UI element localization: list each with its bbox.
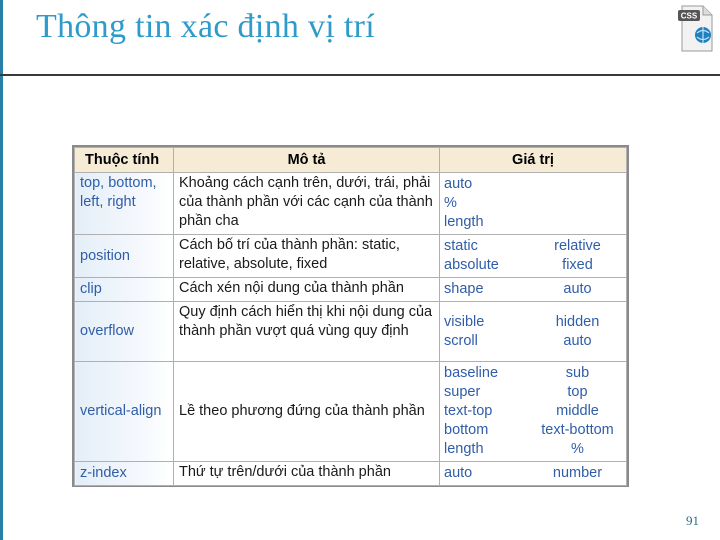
slide-title: Thông tin xác định vị trí (36, 8, 375, 45)
value-item: bottom (444, 422, 489, 438)
value-item: number (552, 465, 603, 481)
table-row (75, 173, 627, 235)
description-cell: Cách bố trí của thành phần: static, relative, absolute, fixed (174, 235, 440, 278)
value-item: static (444, 238, 478, 254)
css-position-properties-table (72, 145, 629, 487)
property-cell: z-index (75, 462, 174, 486)
table-row (75, 278, 627, 302)
value-item: % (571, 441, 584, 457)
value-item: sub (565, 365, 590, 381)
value-item: visible (444, 313, 485, 330)
values-cell (440, 362, 627, 462)
css-file-icon (676, 4, 716, 54)
values-cell (440, 173, 627, 235)
header-values: Giá trị (440, 148, 627, 173)
value-item: auto (563, 281, 592, 297)
css-icon-label: CSS (680, 11, 698, 21)
property-cell: vertical-align (75, 362, 174, 462)
value-item: % (444, 195, 457, 211)
value-item: auto (444, 176, 473, 192)
header-description: Mô tả (174, 148, 440, 173)
slide-left-accent-bar (0, 0, 3, 540)
table-row (75, 362, 627, 462)
value-item: length (444, 441, 484, 457)
value-item: super (444, 384, 481, 400)
value-item: text-top (444, 403, 493, 419)
description-cell: Quy định cách hiển thị khi nội dung của thành phần vượt quá vùng quy định (174, 302, 440, 362)
value-item: text-bottom (541, 422, 614, 438)
title-divider (0, 74, 720, 76)
table-row (75, 235, 627, 278)
value-item: scroll (444, 332, 478, 349)
property-cell: overflow (75, 302, 174, 362)
property-cell: top, bottom, left, right (75, 173, 174, 235)
value-item: middle (556, 403, 599, 419)
value-item: absolute (444, 257, 499, 273)
values-cell (440, 235, 627, 278)
property-cell: clip (75, 278, 174, 302)
value-item: shape (444, 281, 484, 297)
value-item: auto (444, 465, 473, 481)
values-cell (440, 302, 627, 362)
value-item: auto (563, 332, 592, 349)
description-cell: Thứ tự trên/dưới của thành phần (174, 462, 440, 486)
values-cell (440, 462, 627, 486)
property-cell: position (75, 235, 174, 278)
value-item: hidden (555, 313, 600, 330)
description-cell: Lề theo phương đứng của thành phần (174, 362, 440, 462)
header-property: Thuộc tính (75, 148, 174, 173)
table-header-row (75, 148, 627, 173)
value-item: baseline (444, 365, 499, 381)
value-item: top (567, 384, 588, 400)
description-cell: Cách xén nội dung của thành phần (174, 278, 440, 302)
value-item: fixed (562, 257, 593, 273)
description-cell: Khoảng cách cạnh trên, dưới, trái, phải của thành phần với các cạnh của thành phần cha (174, 173, 440, 235)
table-row (75, 302, 627, 362)
value-item: relative (554, 238, 601, 254)
table-row (75, 462, 627, 486)
page-number: 91 (686, 513, 699, 528)
value-item: length (444, 214, 484, 230)
values-cell (440, 278, 627, 302)
